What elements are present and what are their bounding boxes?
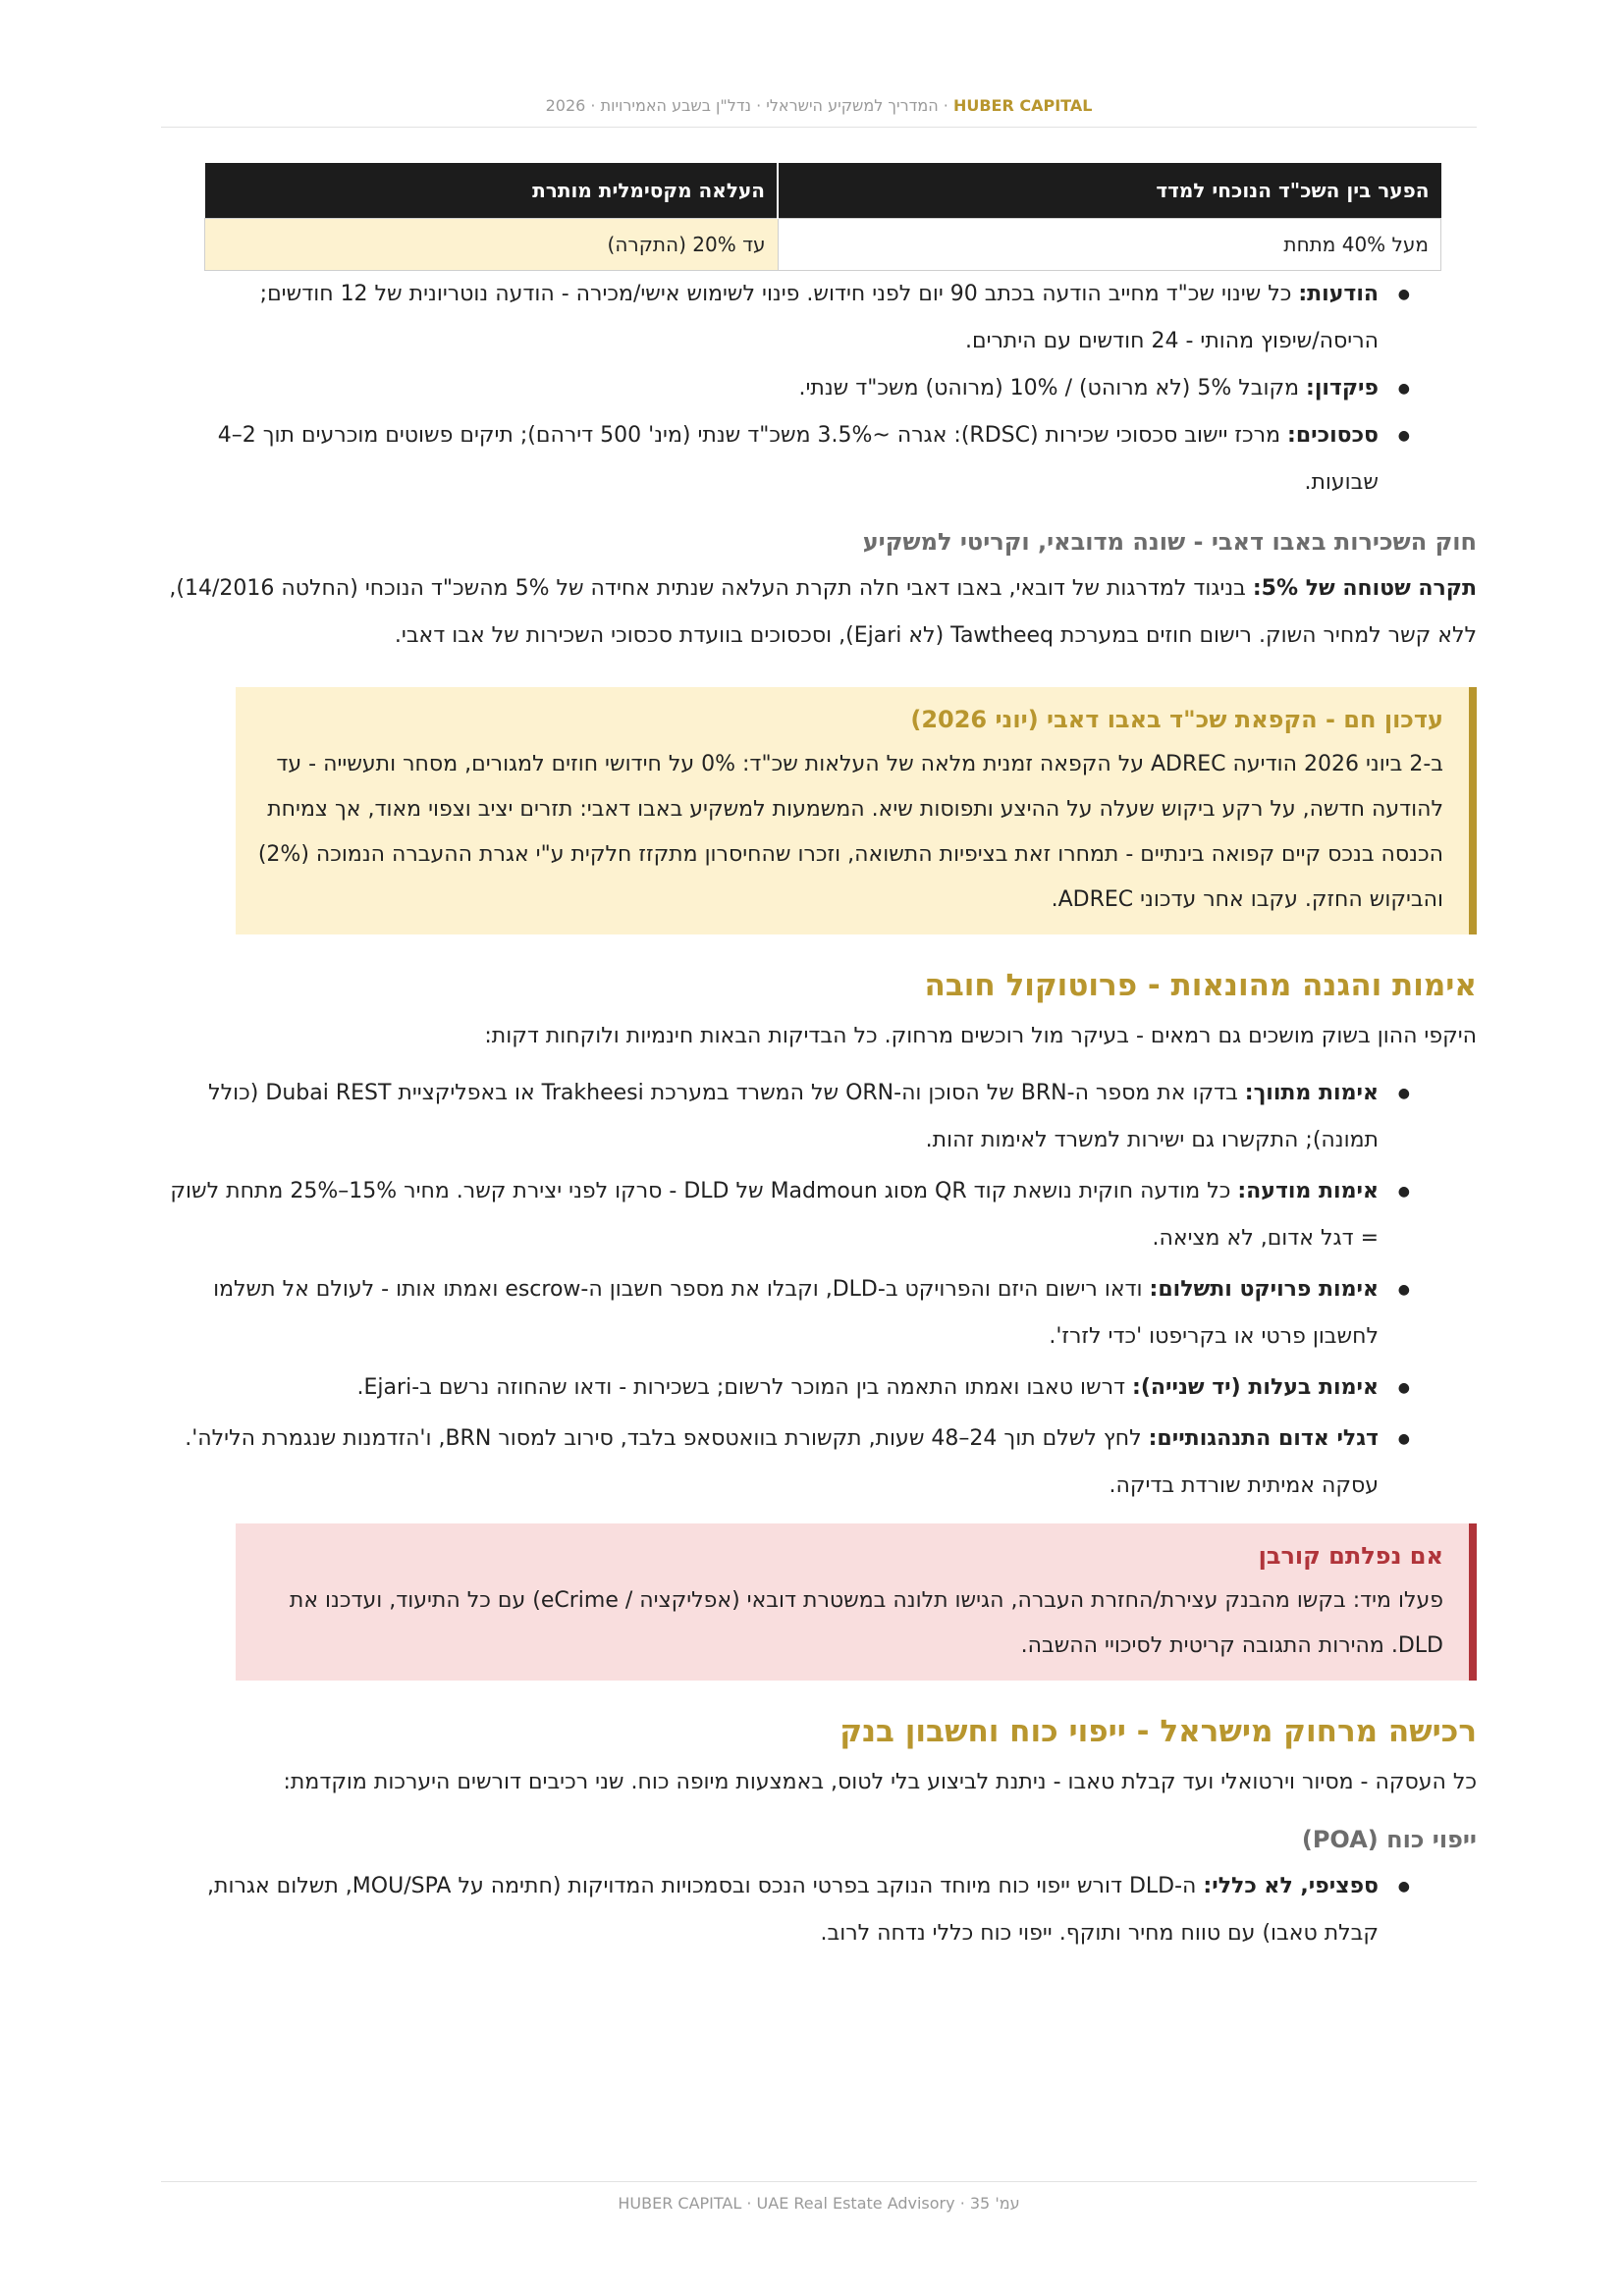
- footer-page-number: עמ' 35: [969, 2194, 1020, 2213]
- bullet-text: ה-DLD דורש ייפוי כוח מיוחד הנוקב בפרטי הנכס ובסמכויות המדויקות (חתימה על MOU/SPA, תשלום אגרות, קבלת טאבו) עם טווח מחיר ותוקף. ייפוי כוח כללי נדחה לרוב.: [207, 1874, 1379, 1946]
- footer-separator: ·: [954, 2194, 970, 2213]
- abudhabi-rent-heading: חוק השכירות באבו דאבי - שונה מדובאי, וקריטי למשקיע: [862, 528, 1477, 556]
- verification-intro: היקפי ההון בשוק מושכים גם רמאים - בעיקר מול רוכשים מרחוק. כל הבדיקות הבאות חינמיות ולוקחות דקות:: [484, 1024, 1477, 1048]
- hot-update-callout: [236, 687, 1477, 934]
- poa-heading: ייפוי כוח (POA): [1301, 1826, 1477, 1853]
- page-content: [161, 163, 1477, 1957]
- list-item: [161, 1070, 1477, 1164]
- abudhabi-rent-paragraph: [161, 565, 1477, 660]
- table-cell-limit: עד 20% (התקרה): [205, 219, 779, 271]
- list-item: [161, 412, 1477, 507]
- running-footer: [161, 2181, 1477, 2213]
- bullet-label: סכסוכים:: [1287, 423, 1379, 448]
- verification-bullets: [161, 1070, 1477, 1510]
- abudhabi-text: בניגוד למדרגות של דובאי, באבו דאבי חלה תקרת העלאה שנתית אחידה של 5% מהשכ"ד הנוכחי (החלטה 14/2016), ללא קשר למחיר השוק. רישום חוזים במערכת Tawtheeq (לא Ejari), וסכסוכים בוועדת סכסוכי השכירות של אבו דאבי.: [169, 576, 1477, 648]
- bullet-label: דגלי אדום התנהגותיים:: [1148, 1426, 1379, 1451]
- remote-purchase-heading: רכישה מרחוק מישראל - ייפוי כוח וחשבון בנק: [839, 1714, 1477, 1749]
- bullet-label: פיקדון:: [1306, 376, 1379, 400]
- header-separator: ·: [938, 96, 953, 115]
- table-header-row: [205, 163, 1441, 219]
- bullet-label: ספציפי, לא כללי:: [1203, 1874, 1379, 1898]
- list-item: [161, 271, 1477, 365]
- bullet-label: הודעות:: [1298, 282, 1379, 306]
- bullet-text: לחץ לשלם תוך 24–48 שעות, תקשורת בוואטסאפ בלבד, סירוב למסור BRN, ו'הזדמנות שנגמרת הלילה'. עסקה אמיתית שורדת בדיקה.: [185, 1426, 1379, 1498]
- abudhabi-lead: תקרה שטוחה של 5%:: [1252, 576, 1477, 601]
- victim-callout: [236, 1523, 1477, 1681]
- document-page: [161, 0, 1477, 2296]
- running-header: [161, 96, 1477, 128]
- bullet-label: אימות מתווך:: [1244, 1081, 1379, 1105]
- table-cell-gap: מעל 40% מתחת: [778, 219, 1440, 271]
- bullet-text: בדקו את מספר ה-BRN של הסוכן וה-ORN של המשרד במערכת Trakheesi או באפליקציית Dubai REST (כולל תמונה); התקשרו גם ישירות למשרד לאימות זהות.: [208, 1081, 1379, 1152]
- bullet-text: כל מודעה חוקית נושאת קוד QR מסוג Madmoun של DLD - סרקו לפני יצירת קשר. מחיר 15%–25% מתחת לשוק = דגל אדום, לא מציאה.: [170, 1179, 1379, 1251]
- remote-purchase-intro: כל העסקה - מסיור וירטואלי ועד קבלת טאבו - ניתנת לביצוע בלי לטוס, באמצעות מיופה כוח. שני רכיבים דורשים היערכות מוקדמת:: [283, 1770, 1477, 1794]
- list-item: [161, 1266, 1477, 1361]
- bullet-text: מרכז יישוב סכסוכי שכירות (RDSC): אגרה ~3.5% משכ"ד שנתי (מינ' 500 דירהם); תיקים פשוטים מוכרעים תוך 2–4 שבועות.: [217, 423, 1379, 495]
- victim-text: פעלו מיד: בקשו מהבנק עצירת/החזרת העברה, הגישו תלונה במשטרת דובאי (אפליקציה / eCrime) עם כל התיעוד, ועדכנו את DLD. מהירות התגובה קריטית לסיכויי ההשבה.: [289, 1588, 1443, 1658]
- verification-heading: אימות והגנה מהונאות - פרוטוקול חובה: [924, 968, 1477, 1003]
- dubai-rent-bullets: [161, 271, 1477, 507]
- table-header-max-increase: העלאה מקסימלית מותרת: [205, 163, 779, 219]
- bullet-text: ודאו רישום היזם והפרויקט ב-DLD, וקבלו את מספר חשבון ה-escrow ואמתו אותו - לעולם אל תשלמו לחשבון פרטי או בקריפטו 'כדי לזרז'.: [213, 1277, 1379, 1349]
- bullet-label: אימות פרויקט ותשלום:: [1149, 1277, 1379, 1302]
- poa-bullets: [161, 1863, 1477, 1957]
- list-item: [161, 1415, 1477, 1510]
- header-subtitle: המדריך למשקיע הישראלי · נדל"ן בשבע האמירויות · 2026: [545, 96, 939, 115]
- rent-increase-table: [204, 163, 1441, 271]
- bullet-text: מקובל 5% (לא מרוהט) / 10% (מרוהט) משכ"ד שנתי.: [798, 376, 1307, 400]
- victim-title: אם נפלתם קורבן: [1258, 1542, 1443, 1570]
- list-item: [161, 365, 1477, 412]
- hot-update-title: עדכון חם - הקפאת שכ"ד באבו דאבי (יוני 2026): [910, 706, 1443, 733]
- bullet-text: דרשו טאבו ואמתו התאמה בין המוכר לרשום; בשכירות - ודאו שהחוזה נרשם ב-Ejari.: [356, 1375, 1133, 1400]
- table-row: [205, 219, 1441, 271]
- bullet-label: אימות בעלות (יד שנייה):: [1132, 1375, 1379, 1400]
- list-item: [161, 1168, 1477, 1262]
- header-brand: HUBER CAPITAL: [952, 96, 1093, 115]
- list-item: [161, 1364, 1477, 1412]
- table-header-gap: הפער בין השכ"ד הנוכחי למדד: [778, 163, 1440, 219]
- footer-brand: HUBER CAPITAL · UAE Real Estate Advisory: [618, 2194, 955, 2213]
- list-item: [161, 1863, 1477, 1957]
- bullet-text: כל שינוי שכ"ד מחייב הודעה בכתב 90 יום לפני חידוש. פינוי לשימוש אישי/מכירה - הודעה נוטריונית של 12 חודשים; הריסה/שיפוץ מהותי - 24 חודשים עם היתרים.: [259, 282, 1379, 353]
- hot-update-text: ב-2 ביוני 2026 הודיעה ADREC על הקפאה זמנית מלאה של העלאות שכ"ד: 0% על חידושי חוזים למגורים, מסחר ותעשייה - עד להודעה חדשה, על רקע ביקוש שעלה על ההיצע ותפוסות שיא. המשמעות למשקיע באבו דאבי: תזרים יציב וצפוי מאוד, אך צמיחת הכנסה בנכס קיים קפואה בינתיים - תמחרו זאת בציפיות התשואה, וזכרו שהחיסרון מתקזז חלקית ע"י אגרת ההעברה הנמוכה (2%) והביקוש החזק. עקבו אחר עדכוני ADREC.: [257, 752, 1443, 912]
- bullet-label: אימות מודעה:: [1237, 1179, 1379, 1203]
